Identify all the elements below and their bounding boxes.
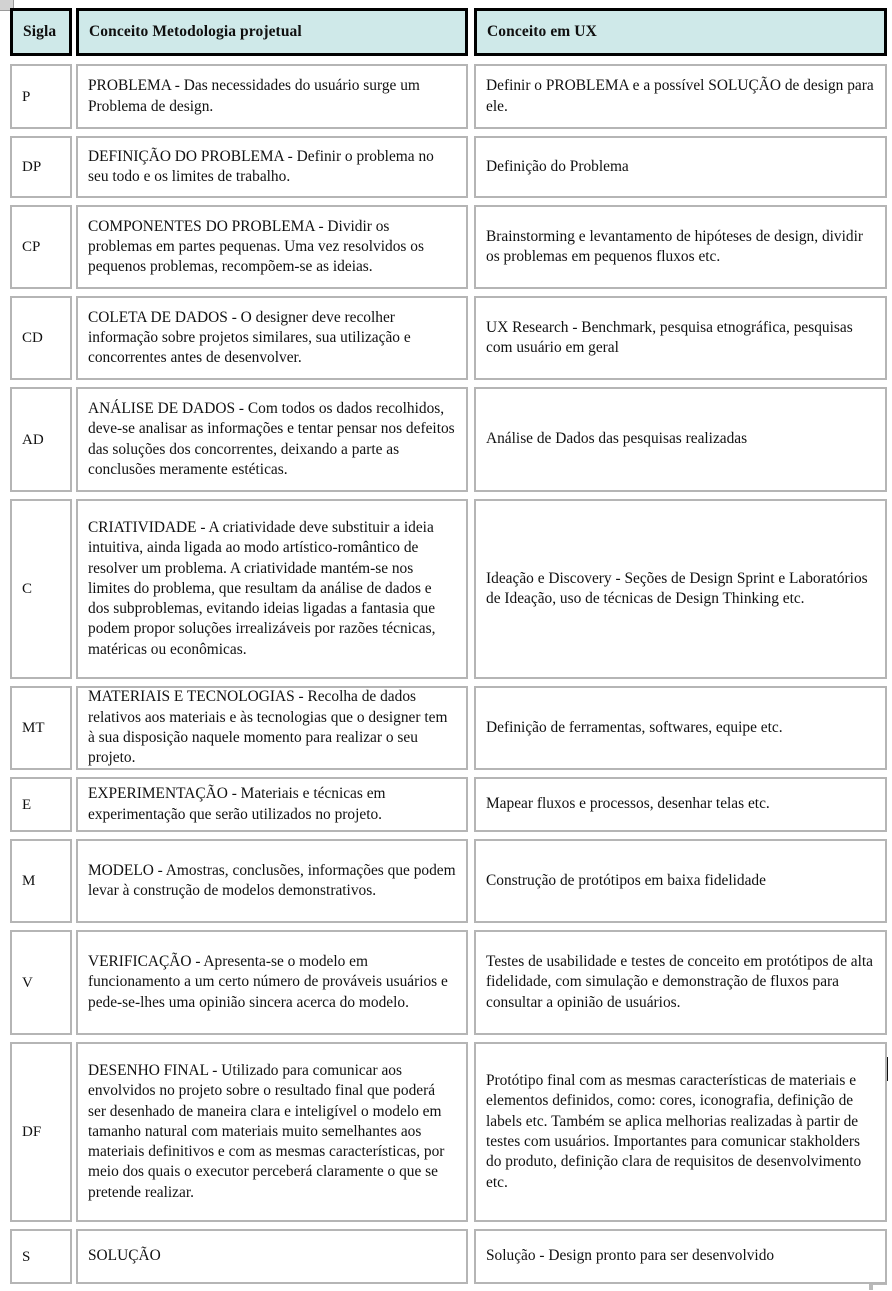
cell-ux xyxy=(474,1229,887,1284)
header-cell-sigla xyxy=(10,8,72,56)
cell-ux xyxy=(474,205,887,289)
table-row xyxy=(10,930,887,1035)
header-label-conceito-ux: Conceito em UX xyxy=(487,23,597,40)
table-row xyxy=(10,499,887,679)
cell-sigla xyxy=(10,136,72,198)
table-row xyxy=(10,1042,887,1222)
conceito-value: CRIATIVIDADE - A criatividade deve substituir a ideia intuitiva, ainda ligada ao modo artístico-romântico de resolver um problema. A criatividade mantém-se nos limites do problema, que resultam da análise de dados e dos subproblemas, evitando ideias ligadas a fantasia que podem propor soluções irrealizáveis por razões técnicas, matéricas ou econômicas. xyxy=(88,518,436,658)
cell-conceito xyxy=(76,499,468,679)
ux-value: Construção de protótipos em baixa fidelidade xyxy=(486,871,766,889)
header-label-sigla: Sigla xyxy=(23,23,57,40)
conceito-value: ANÁLISE DE DADOS - Com todos os dados recolhidos, deve-se analisar as informações e tentar pensar nos defeitos das soluções dos concorrentes, deixando a parte as conclusões meramente estéticas. xyxy=(88,399,455,478)
conceito-value: DESENHO FINAL - Utilizado para comunicar aos envolvidos no projeto sobre o resultado final que poderá ser desenhado de maneira clara e inteligível o modelo em tamanho natural com materiais muito semelhantes aos materiais definitivos e com as mesmas características, por meio dos quais o executor perceberá claramente o que se pretende realizar. xyxy=(88,1061,445,1201)
cell-conceito xyxy=(76,205,468,289)
cell-sigla xyxy=(10,499,72,679)
conceito-value: PROBLEMA - Das necessidades do usuário surge um Problema de design. xyxy=(88,77,420,115)
cell-conceito xyxy=(76,930,468,1035)
table-row xyxy=(10,205,887,289)
ux-value: Mapear fluxos e processos, desenhar telas etc. xyxy=(486,795,770,813)
conceito-value: MATERIAIS E TECNOLOGIAS - Recolha de dados relativos aos materiais e às tecnologias que o designer tem à sua disposição naquele momento para realizar o seu projeto. xyxy=(88,688,448,767)
sigla-value: M xyxy=(22,873,36,889)
methodology-ux-comparison-table xyxy=(10,8,887,1291)
cell-sigla xyxy=(10,686,72,770)
cell-ux xyxy=(474,930,887,1035)
cell-sigla xyxy=(10,64,72,129)
cell-ux xyxy=(474,296,887,380)
cell-sigla xyxy=(10,205,72,289)
conceito-value: MODELO - Amostras, conclusões, informações que podem levar à construção de modelos demonstrativos. xyxy=(88,861,456,899)
conceito-value: VERIFICAÇÃO - Apresenta-se o modelo em funcionamento a um certo número de prováveis usuários e pede-se-lhes uma opinião sincera acerca do modelo. xyxy=(88,953,448,1011)
cell-ux xyxy=(474,777,887,832)
cell-conceito xyxy=(76,64,468,129)
table-row xyxy=(10,64,887,129)
sigla-value: CD xyxy=(22,330,43,346)
table-header-row xyxy=(10,8,887,56)
cell-ux xyxy=(474,64,887,129)
conceito-value: COLETA DE DADOS - O designer deve recolher informação sobre projetos similares, sua utilização e concorrentes antes de desenvolver. xyxy=(88,308,411,367)
ux-value: UX Research - Benchmark, pesquisa etnográfica, pesquisas com usuário em geral xyxy=(486,318,853,356)
ux-value: Brainstorming e levantamento de hipóteses de design, dividir os problemas em pequenos fluxos etc. xyxy=(486,227,863,265)
ux-value: Análise de Dados das pesquisas realizadas xyxy=(486,430,748,448)
cell-ux xyxy=(474,839,887,923)
cell-conceito xyxy=(76,1042,468,1222)
table-row xyxy=(10,839,887,923)
ux-value: Protótipo final com as mesmas características de materiais e elementos definidos, como: cores, iconografia, definição de labels etc. Também se aplica melhorias realizadas à partir de testes com usuários. Importantes para comunicar stakholders do produto, definição clara de requisitos de desenvolvimento etc. xyxy=(486,1072,862,1191)
sigla-value: CP xyxy=(22,239,41,255)
conceito-value: DEFINIÇÃO DO PROBLEMA - Definir o problema no seu todo e os limites de trabalho. xyxy=(88,147,434,185)
sigla-value: AD xyxy=(22,431,44,448)
cell-conceito xyxy=(76,1229,468,1284)
conceito-value: COMPONENTES DO PROBLEMA - Dividir os problemas em partes pequenas. Uma vez resolvidos os pequenos problemas, recompõem-se as ideias. xyxy=(88,217,424,276)
cell-ux xyxy=(474,387,887,492)
ux-value: Definição do Problema xyxy=(486,157,629,175)
sigla-value: DP xyxy=(22,159,42,175)
table-row xyxy=(10,777,887,832)
sigla-value: C xyxy=(22,581,33,597)
cell-conceito xyxy=(76,777,468,832)
table-row xyxy=(10,136,887,198)
conceito-value: EXPERIMENTAÇÃO - Materiais e técnicas em experimentação que serão utilizados no projeto. xyxy=(88,785,386,823)
cell-ux xyxy=(474,136,887,198)
table-row xyxy=(10,686,887,770)
conceito-value: SOLUÇÃO xyxy=(88,1247,161,1265)
cell-conceito xyxy=(76,686,468,770)
sigla-value: P xyxy=(22,88,31,105)
cell-sigla xyxy=(10,839,72,923)
header-label-conceito-metodologia: Conceito Metodologia projetual xyxy=(89,23,302,40)
cell-sigla xyxy=(10,1229,72,1284)
cell-ux xyxy=(474,686,887,770)
cell-sigla xyxy=(10,930,72,1035)
sigla-value: E xyxy=(22,796,32,813)
cell-conceito xyxy=(76,136,468,198)
cell-conceito xyxy=(76,296,468,380)
sigla-value: MT xyxy=(22,720,45,736)
table-row xyxy=(10,296,887,380)
ux-value: Solução - Design pronto para ser desenvolvido xyxy=(486,1247,775,1265)
ux-value: Testes de usabilidade e testes de conceito em protótipos de alta fidelidade, com simulação e demonstração de fluxos para consultar a opinião de usuários. xyxy=(486,953,873,1011)
header-cell-conceito-metodologia xyxy=(76,8,468,56)
cell-sigla xyxy=(10,777,72,832)
cell-sigla xyxy=(10,1042,72,1222)
cell-conceito xyxy=(76,839,468,923)
table-row xyxy=(10,1229,887,1284)
ux-value: Definir o PROBLEMA e a possível SOLUÇÃO de design para ele. xyxy=(486,77,874,115)
sigla-value: DF xyxy=(22,1124,42,1140)
cell-sigla xyxy=(10,296,72,380)
table-row xyxy=(10,387,887,492)
cell-sigla xyxy=(10,387,72,492)
cell-conceito xyxy=(76,387,468,492)
header-cell-conceito-ux xyxy=(474,8,887,56)
ux-value: Definição de ferramentas, softwares, equipe etc. xyxy=(486,718,783,736)
ux-value: Ideação e Discovery - Seções de Design Sprint e Laboratórios de Ideação, uso de técnicas de Design Thinking etc. xyxy=(486,569,868,607)
cell-ux xyxy=(474,1042,887,1222)
cell-ux xyxy=(474,499,887,679)
sigla-value: V xyxy=(22,974,33,991)
sigla-value: S xyxy=(22,1248,31,1265)
